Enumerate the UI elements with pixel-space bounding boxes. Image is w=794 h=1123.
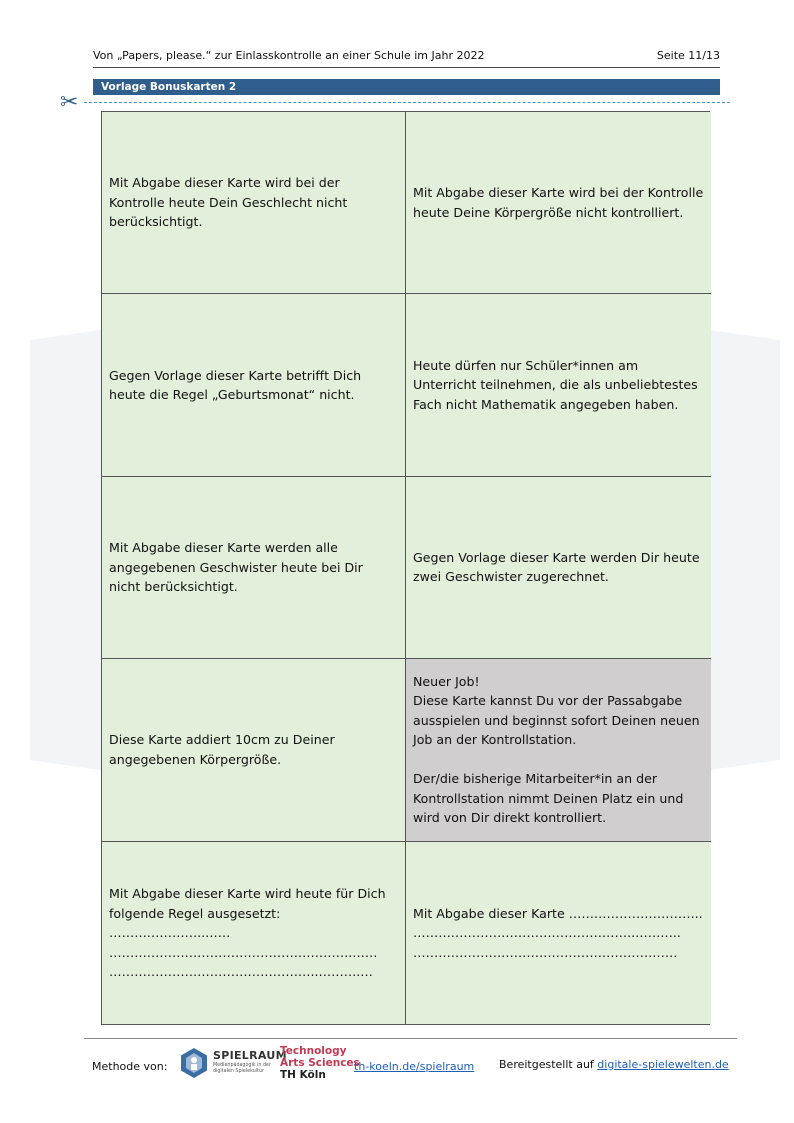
th-logo-line2: Arts Sciences [280, 1057, 360, 1069]
bonus-card: Gegen Vorlage dieser Karte werden Dir heute zwei Geschwister zugerechnet. [406, 477, 711, 659]
bonus-card-blank: Mit Abgabe dieser Karte ………………………….. ……………………………………………..……….. ……………………………………………………… [406, 842, 711, 1024]
bonus-card: Heute dürfen nur Schüler*innen am Unterricht teilnehmen, die als unbeliebtestes Fach nicht Mathematik angegeben haben. [406, 294, 711, 476]
footer-divider [84, 1038, 737, 1039]
bonus-card: Mit Abgabe dieser Karte wird bei der Kontrolle heute Dein Geschlecht nicht berücksichtigt. [102, 112, 406, 294]
provided-label: Bereitgestellt auf [499, 1058, 598, 1071]
th-logo-line3: TH Köln [280, 1069, 326, 1081]
scissors-icon: ✂ [60, 90, 79, 115]
methode-label: Methode von: [92, 1060, 168, 1073]
provided-by [499, 1058, 729, 1071]
bonus-card: Diese Karte addiert 10cm zu Deiner angegebenen Körpergröße. [102, 659, 406, 841]
bonus-card: Mit Abgabe dieser Karte werden alle angegebenen Geschwister heute bei Dir nicht berücksichtigt. [102, 477, 406, 659]
bonus-card-grid [101, 111, 710, 1025]
section-title: Vorlage Bonuskarten 2 [93, 79, 720, 95]
bonus-card-new-job: Neuer Job! Diese Karte kannst Du vor der Passabgabe ausspielen und beginnst sofort Deinen neuen Job an der Kontrollstation. Der/die bisherige Mitarbeiter*in an der Kontrollstation nimmt Deinen Platz ein und wird von Dir direkt kontrolliert. [406, 659, 711, 841]
page-header [93, 49, 720, 68]
document-title: Von „Papers, please.“ zur Einlasskontrolle an einer Schule im Jahr 2022 [93, 49, 485, 62]
page-footer [92, 1045, 732, 1085]
spielraum-name: SPIELRAUM [213, 1049, 287, 1062]
spielraum-logo-icon [180, 1047, 208, 1079]
cut-line [84, 102, 730, 103]
spielraum-link[interactable]: th-koeln.de/spielraum [354, 1060, 475, 1073]
spielewelten-link[interactable]: digitale-spielewelten.de [597, 1058, 729, 1071]
bonus-card: Gegen Vorlage dieser Karte betrifft Dich heute die Regel „Geburtsmonat“ nicht. [102, 294, 406, 476]
bonus-card: Mit Abgabe dieser Karte wird bei der Kontrolle heute Deine Körpergröße nicht kontrolliert. [406, 112, 711, 294]
th-logo-line1: Technology [280, 1045, 347, 1057]
page-number: Seite 11/13 [656, 49, 720, 62]
spielraum-subtitle: Medienpädagogik in der digitalen Spielekultur [213, 1063, 271, 1074]
bonus-card-blank: Mit Abgabe dieser Karte wird heute für Dich folgende Regel ausgesetzt: …………………..…… ………………………………………………….…… …………………………………………..……….… [102, 842, 406, 1024]
